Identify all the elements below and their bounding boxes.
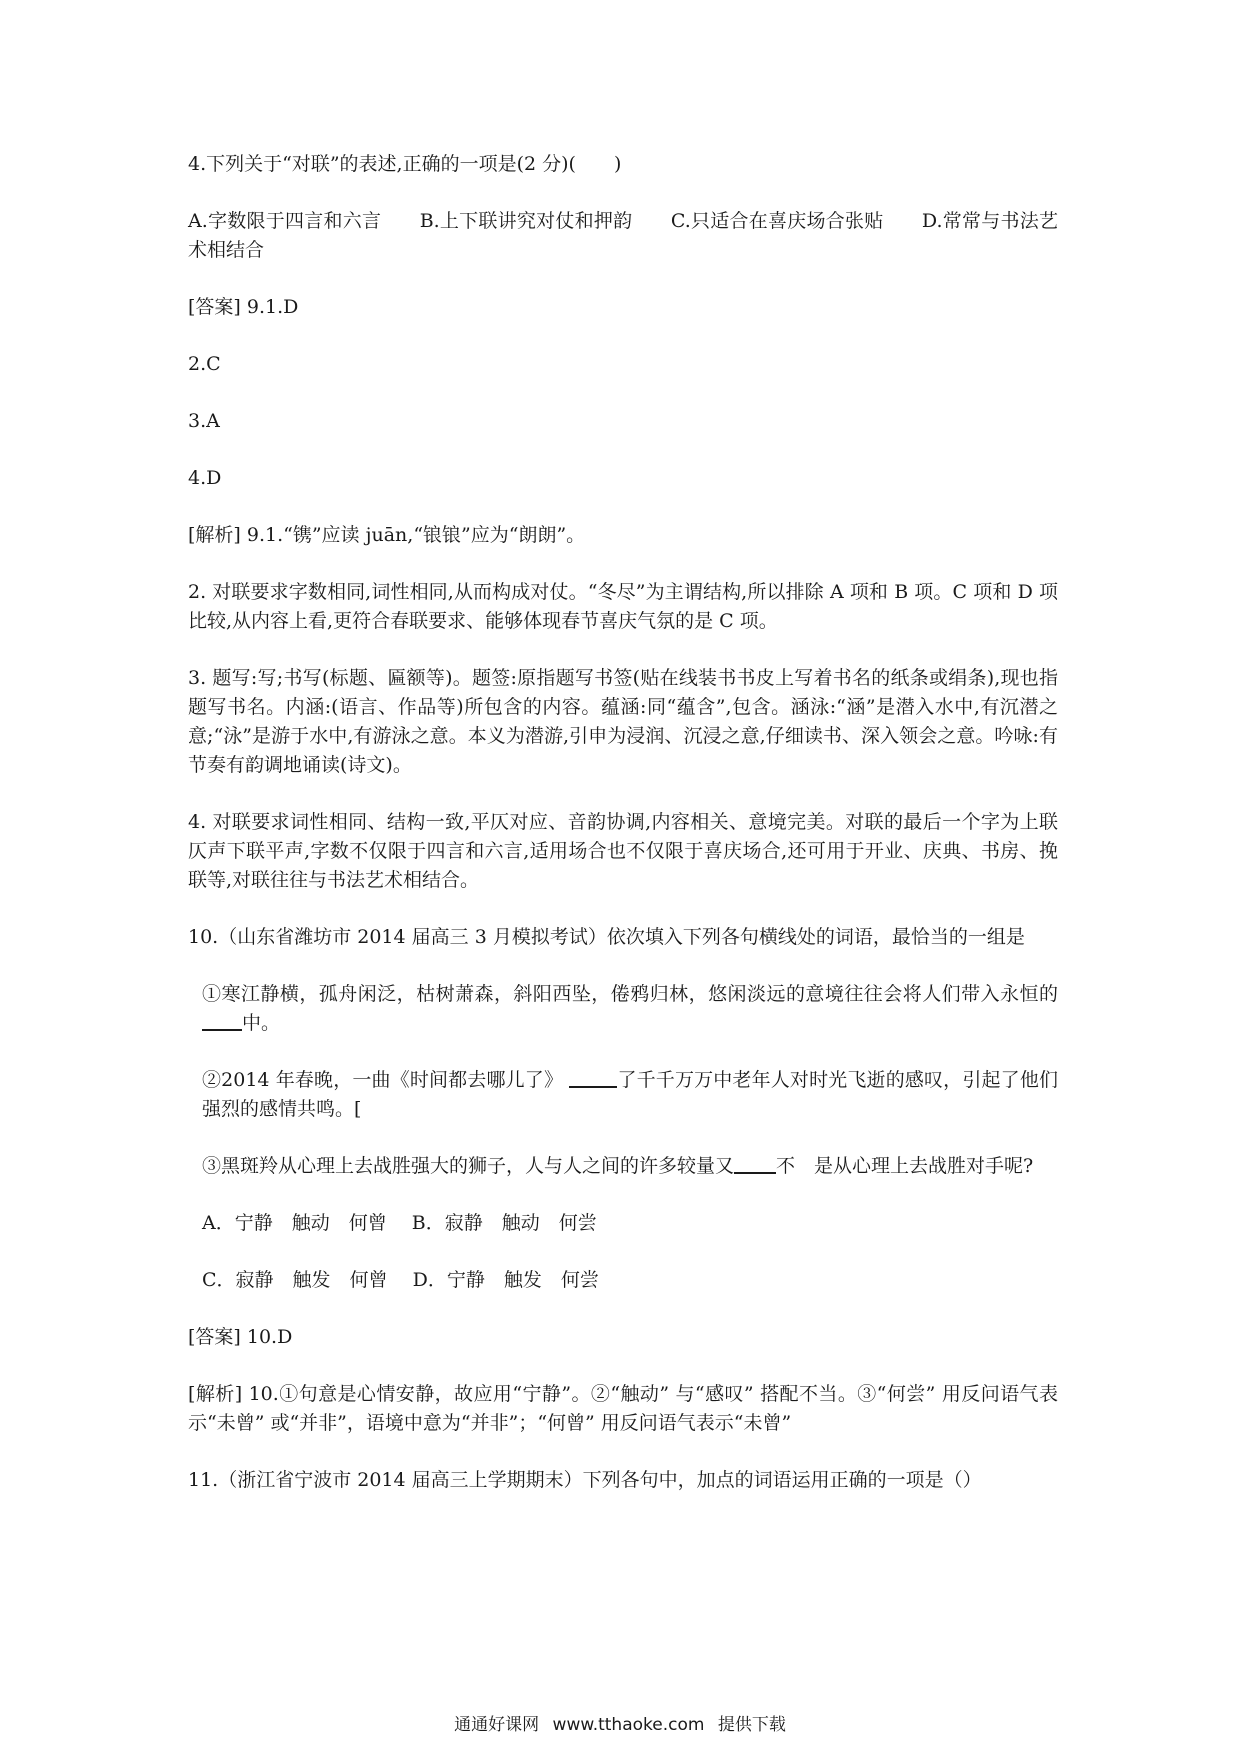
answer-9-line-4: 4.D	[188, 467, 222, 489]
sentence-1-ending: 中。	[242, 1012, 281, 1034]
sentence-1-text: ①寒江静横，孤舟闲泛，枯树萧森，斜阳西坠，倦鸦归林，悠闲淡远的意境往往会将人们带入永恒的	[202, 983, 1058, 1005]
sentence-2-ending: 了千千万万中老年人对时光飞逝的感叹，引起了他们强烈的感情共鸣。[	[202, 1069, 1058, 1120]
sentence-3-text: ③黑斑羚从心理上去战胜强大的狮子，人与人之间的许多较量又	[202, 1155, 735, 1177]
option-d: D．宁静 触发 何尝	[412, 1269, 599, 1291]
question-10-stem: 10.（山东省潍坊市 2014 届高三 3 月模拟考试）依次填入下列各句横线处的词语，最恰当的一组是	[188, 926, 1025, 948]
answer-9-line-3: 3.A	[188, 410, 220, 432]
answer-9-line-1: [答案] 9.1.D	[188, 296, 299, 318]
question-11-stem: 11.（浙江省宁波市 2014 届高三上学期期末）下列各句中，加点的词语运用正确的一项是（）	[188, 1469, 982, 1491]
analysis-10: [解析] 10.①句意是心情安静，故应用“宁静”。②“触动” 与“感叹” 搭配不当。③“何尝” 用反问语气表示“未曾” 或“并非”，语境中意为“并非”；“何曾” 用反问语气表示“未曾”	[188, 1383, 1058, 1434]
answer-9-line-2: 2.C	[188, 353, 221, 375]
option-a: A．宁静 触动 何曾	[202, 1212, 387, 1234]
question-4-stem: 4.下列关于“对联”的表述,正确的一项是(2 分)( )	[188, 153, 622, 175]
question-10-sentence-2	[188, 1066, 1058, 1124]
question-10-options-row-2	[188, 1266, 1058, 1295]
sentence-3-ending: 不 是从心理上去战胜对手呢?	[776, 1155, 1034, 1177]
sentence-2-text: ②2014 年春晚，一曲《时间都去哪儿了》	[202, 1069, 564, 1091]
page-footer	[0, 1710, 1240, 1735]
question-4-options: A.字数限于四言和六言 B.上下联讲究对仗和押韵 C.只适合在喜庆场合张贴 D.常常与书法艺术相结合	[188, 210, 1058, 261]
footer-site-name: 通通好课网	[454, 1715, 540, 1735]
question-10-options-row-1	[188, 1209, 1058, 1238]
document-body	[188, 150, 1058, 1523]
footer-url: www.tthaoke.com	[552, 1715, 705, 1735]
answer-10: [答案] 10.D	[188, 1326, 293, 1348]
analysis-9-paragraph-4: 4. 对联要求词性相同、结构一致,平仄对应、音韵协调,内容相关、意境完美。对联的最后一个字为上联仄声下联平声,字数不仅限于四言和六言,适用场合也不仅限于喜庆场合,还可用于开业、庆典、书房、挽联等,对联往往与书法艺术相结合。	[188, 811, 1058, 891]
analysis-9-paragraph-3: 3. 题写:写;书写(标题、匾额等)。题签:原指题写书签(贴在线装书书皮上写着书名的纸条或绢条),现也指题写书名。内涵:(语言、作品等)所包含的内容。蕴涵:同“蕴含”,包含。涵泳:“涵”是潜入水中,有沉潜之意;“泳”是游于水中,有游泳之意。本义为潜游,引申为浸润、沉浸之意,仔细读书、深入领会之意。吟咏:有节奏有韵调地诵读(诗文)。	[188, 667, 1058, 776]
fill-blank-1	[202, 1009, 242, 1031]
option-b: B．寂静 触动 何尝	[411, 1212, 597, 1234]
footer-tagline: 提供下载	[717, 1715, 786, 1735]
question-10-sentence-3	[188, 1152, 1058, 1181]
fill-blank-3	[734, 1152, 776, 1174]
analysis-9-paragraph-1: [解析] 9.1.“镌”应读 juān,“锒锒”应为“朗朗”。	[188, 524, 586, 546]
option-c: C．寂静 触发 何曾	[202, 1269, 388, 1291]
analysis-9-paragraph-2: 2. 对联要求字数相同,词性相同,从而构成对仗。“冬尽”为主谓结构,所以排除 A 项和 B 项。C 项和 D 项比较,从内容上看,更符合春联要求、能够体现春节喜庆气氛的是 C 项。	[188, 581, 1058, 632]
question-10-sentence-1	[188, 980, 1058, 1038]
fill-blank-2	[569, 1066, 617, 1088]
